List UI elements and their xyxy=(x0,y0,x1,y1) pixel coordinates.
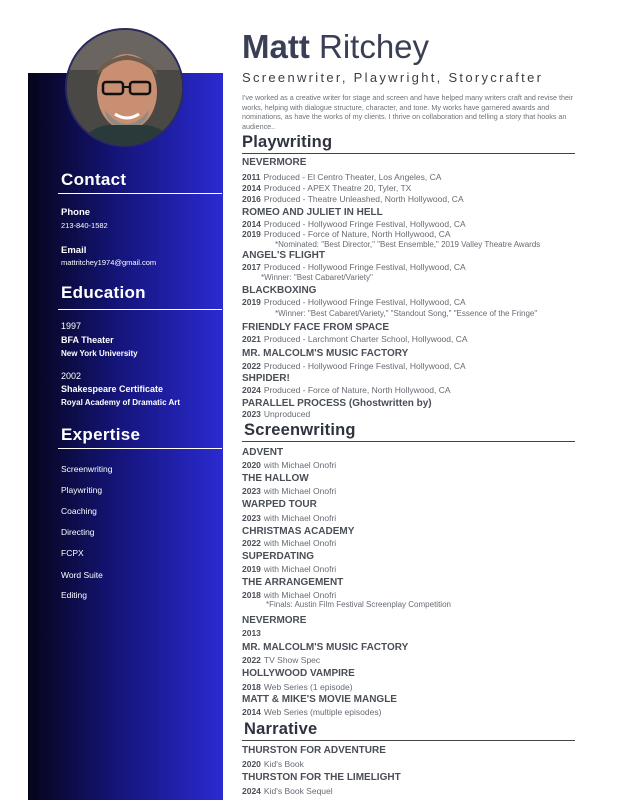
screen-line xyxy=(242,513,336,523)
play-year: 2022 xyxy=(242,361,261,371)
screen-line xyxy=(242,628,264,638)
screen-year: 2020 xyxy=(242,460,261,470)
screen-line xyxy=(242,707,381,717)
screen-year: 2023 xyxy=(242,486,261,496)
screen-detail: with Michael Onofri xyxy=(263,460,337,470)
screen-title: ADVENT xyxy=(242,447,284,458)
book-detail: Kid's Book xyxy=(263,759,304,769)
profile-photo-icon xyxy=(67,30,184,147)
screen-line xyxy=(242,590,336,600)
last-name: Ritchey xyxy=(319,28,430,65)
expertise-item: Screenwriting xyxy=(61,464,113,474)
expertise-item: Coaching xyxy=(61,506,97,516)
playwriting-divider xyxy=(242,153,575,154)
play-detail: Produced - Hollywood Fringe Festival, Hollywood, CA xyxy=(263,262,466,272)
screen-title: MATT & MIKE'S MOVIE MANGLE xyxy=(242,694,397,705)
expertise-heading: Expertise xyxy=(61,425,141,444)
play-detail: Produced - Theatre Unleashed, North Hollywood, CA xyxy=(263,194,464,204)
first-name: Matt xyxy=(242,28,310,65)
screen-year: 2022 xyxy=(242,655,261,665)
play-detail: Produced - Hollywood Fringe Festival, Hollywood, CA xyxy=(263,361,466,371)
award-note: *Winner: "Best Cabaret/Variety" xyxy=(261,273,373,282)
play-detail: Produced - Hollywood Fringe Festival, Hollywood, CA xyxy=(263,297,466,307)
email-label: Email xyxy=(61,245,87,256)
avatar xyxy=(65,28,184,147)
contact-divider xyxy=(58,193,222,194)
play-title: BLACKBOXING xyxy=(242,285,317,296)
education-year: 1997 xyxy=(61,321,82,331)
play-line xyxy=(242,172,441,182)
play-detail: Unproduced xyxy=(263,409,311,419)
play-line xyxy=(242,334,468,344)
screen-title: MR. MALCOLM'S MUSIC FACTORY xyxy=(242,642,409,653)
screen-line xyxy=(242,682,353,692)
play-detail: Produced - Larchmont Charter School, Hollywood, CA xyxy=(263,334,468,344)
book-line xyxy=(242,786,333,796)
expertise-item: Word Suite xyxy=(61,570,103,580)
expertise-item: Directing xyxy=(61,527,95,537)
screen-detail: with Michael Onofri xyxy=(263,564,337,574)
screen-year: 2018 xyxy=(242,682,261,692)
screen-year: 2019 xyxy=(242,564,261,574)
play-line xyxy=(242,262,466,272)
play-title: FRIENDLY FACE FROM SPACE xyxy=(242,322,390,333)
screen-detail: with Michael Onofri xyxy=(263,513,337,523)
screen-title: THE HALLOW xyxy=(242,473,309,484)
play-detail: Produced - Force of Nature, North Hollywood, CA xyxy=(263,385,451,395)
screen-title: NEVERMORE xyxy=(242,615,307,626)
play-line xyxy=(242,183,411,193)
book-detail: Kid's Book Sequel xyxy=(263,786,333,796)
screen-line xyxy=(242,538,336,548)
award-note: *Finals: Austin Film Festival Screenplay Competition xyxy=(266,600,451,609)
education-degree: BFA Theater xyxy=(61,335,114,345)
screen-title: WARPED TOUR xyxy=(242,499,317,510)
play-detail: Produced - Force of Nature, North Hollywood, CA xyxy=(263,229,451,239)
expertise-item: Editing xyxy=(61,590,87,600)
play-line xyxy=(242,229,451,239)
education-year: 2002 xyxy=(61,371,82,381)
play-title: NEVERMORE xyxy=(242,157,307,168)
play-detail: Produced - El Centro Theater, Los Angeles, CA xyxy=(263,172,442,182)
screen-line xyxy=(242,486,336,496)
narrative-divider xyxy=(242,740,575,741)
education-school: Royal Academy of Dramatic Art xyxy=(61,398,180,407)
contact-heading: Contact xyxy=(61,170,127,189)
play-year: 2021 xyxy=(242,334,261,344)
play-year: 2017 xyxy=(242,262,261,272)
expertise-item: Playwriting xyxy=(61,485,103,495)
narrative-heading: Narrative xyxy=(244,720,318,738)
book-year: 2024 xyxy=(242,786,261,796)
screen-title: HOLLYWOOD VAMPIRE xyxy=(242,668,355,679)
screenwriting-divider xyxy=(242,441,575,442)
play-line xyxy=(242,385,451,395)
education-school: New York University xyxy=(61,349,138,358)
play-detail: Produced - APEX Theatre 20, Tyler, TX xyxy=(263,183,412,193)
screen-year: 2018 xyxy=(242,590,261,600)
screen-line xyxy=(242,460,336,470)
full-name xyxy=(242,28,429,66)
award-note: *Winner: "Best Cabaret/Variety," "Standout Song," "Essence of the Fringe" xyxy=(275,309,538,318)
screen-detail: with Michael Onofri xyxy=(263,590,337,600)
play-line xyxy=(242,297,466,307)
screen-detail: with Michael Onofri xyxy=(263,538,337,548)
play-year: 2016 xyxy=(242,194,261,204)
screen-title: CHRISTMAS ACADEMY xyxy=(242,526,355,537)
expertise-divider xyxy=(58,448,222,449)
education-degree: Shakespeare Certificate xyxy=(61,384,164,394)
screenwriting-heading: Screenwriting xyxy=(244,421,356,439)
play-title: MR. MALCOLM'S MUSIC FACTORY xyxy=(242,348,409,359)
play-year: 2023 xyxy=(242,409,261,419)
book-title: THURSTON FOR THE LIMELIGHT xyxy=(242,772,401,783)
book-title: THURSTON FOR ADVENTURE xyxy=(242,745,386,756)
screen-line xyxy=(242,564,336,574)
education-heading: Education xyxy=(61,283,146,302)
play-year: 2011 xyxy=(242,172,261,182)
play-year: 2024 xyxy=(242,385,261,395)
play-year: 2014 xyxy=(242,183,261,193)
screen-detail: TV Show Spec xyxy=(263,655,321,665)
play-line xyxy=(242,219,466,229)
play-year: 2014 xyxy=(242,219,261,229)
play-title: ROMEO AND JULIET IN HELL xyxy=(242,207,383,218)
play-title: ANGEL'S FLIGHT xyxy=(242,250,325,261)
play-title: PARALLEL PROCESS (Ghostwritten by) xyxy=(242,398,432,409)
phone-label: Phone xyxy=(61,207,91,218)
play-year: 2019 xyxy=(242,229,261,239)
award-note: *Nominated: "Best Director," "Best Ensemble," 2019 Valley Theatre Awards xyxy=(275,240,541,249)
play-line xyxy=(242,409,310,419)
screen-detail: Web Series (1 episode) xyxy=(263,682,353,692)
play-title: SHPIDER! xyxy=(242,373,290,384)
email-value: mattritchey1974@gmail.com xyxy=(61,258,157,267)
screen-detail: Web Series (multiple episodes) xyxy=(263,707,382,717)
education-divider xyxy=(58,309,222,310)
screen-detail: with Michael Onofri xyxy=(263,486,337,496)
screen-year: 2023 xyxy=(242,513,261,523)
screen-line xyxy=(242,655,320,665)
screen-year: 2013 xyxy=(242,628,261,638)
play-line xyxy=(242,361,466,371)
job-subtitle: Screenwriter, Playwright, Storycrafter xyxy=(242,70,544,85)
book-line xyxy=(242,759,304,769)
screen-year: 2014 xyxy=(242,707,261,717)
playwriting-heading: Playwriting xyxy=(242,133,333,151)
screen-year: 2022 xyxy=(242,538,261,548)
phone-value: 213-840-1582 xyxy=(61,221,108,230)
play-year: 2019 xyxy=(242,297,261,307)
expertise-item: FCPX xyxy=(61,548,84,558)
play-detail: Produced - Hollywood Fringe Festival, Hollywood, CA xyxy=(263,219,466,229)
screen-title: THE ARRANGEMENT xyxy=(242,577,344,588)
bio-paragraph: I've worked as a creative writer for stage and screen and have helped many writers craft and revise their works, helping with dialogue structure, character, and tone. My works have garnered awards and nominations, as have the works of my clients. I thrive on collaboration and telling a story that hooks an audience.. xyxy=(242,93,573,131)
play-line xyxy=(242,194,464,204)
book-year: 2020 xyxy=(242,759,261,769)
screen-title: SUPERDATING xyxy=(242,551,315,562)
